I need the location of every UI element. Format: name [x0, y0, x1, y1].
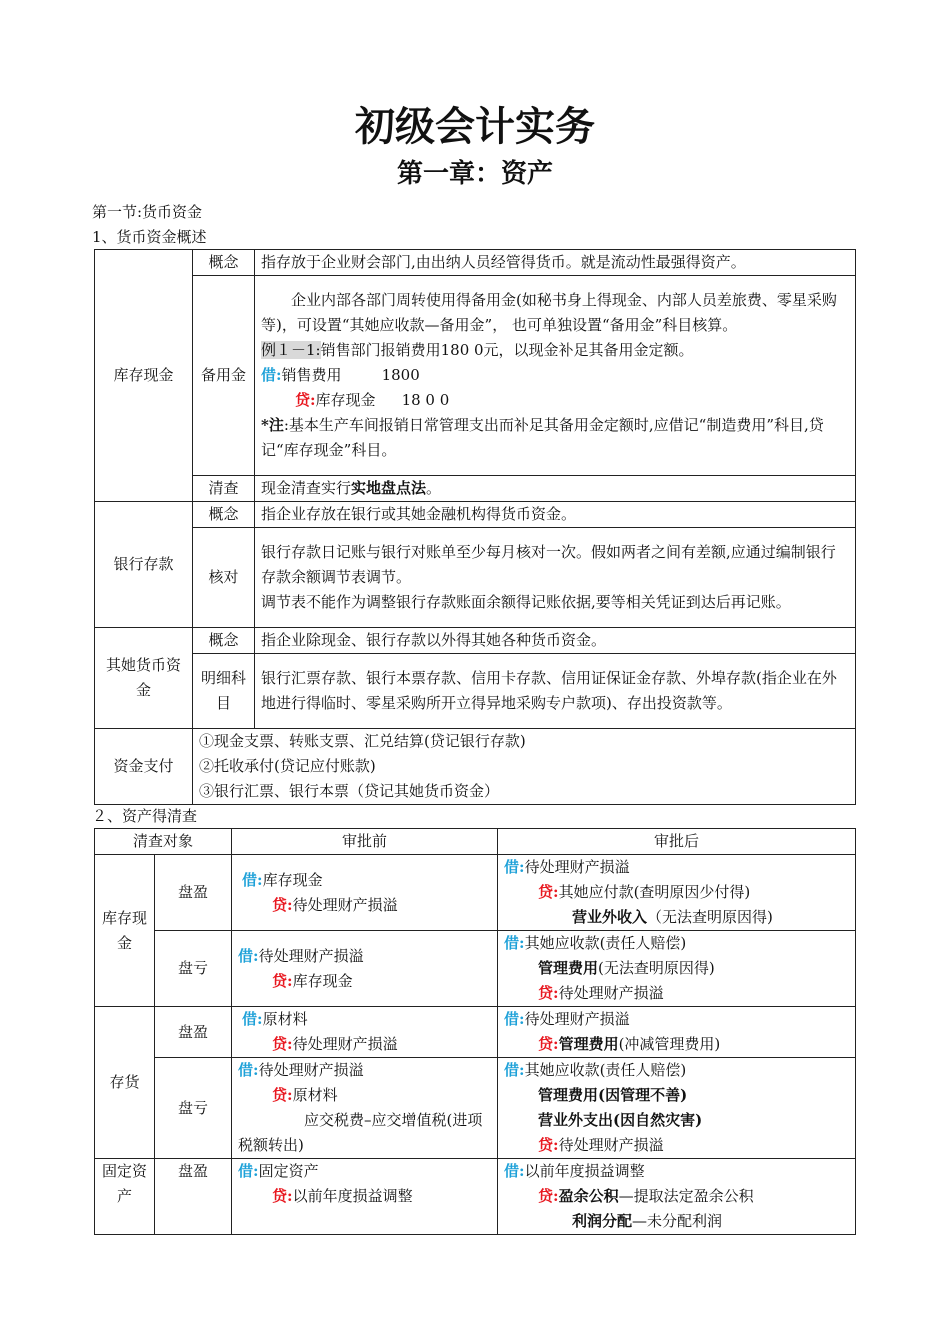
column-header: 清查对象 [95, 829, 232, 855]
note-tag: *注 [261, 416, 284, 434]
after-entry [498, 855, 856, 931]
credit-label: 贷: [538, 1136, 559, 1154]
credit-label: 贷: [272, 971, 293, 990]
entry-text: —提取法定盈余公积 [618, 1187, 754, 1205]
entry-text: 待处理财产损溢 [258, 946, 364, 965]
payment-method-1: ①现金支票、转账支票、汇兑结算(贷记银行存款) [199, 732, 526, 750]
monetary-funds-table [94, 249, 856, 805]
entry-text-bold: 利润分配 [572, 1212, 633, 1230]
table-row [95, 1058, 856, 1159]
example-tag: 例１－1: [261, 341, 321, 359]
before-entry [232, 931, 498, 1007]
note-text: :基本生产车间报销日常管理支出而补足其备用金定额时,应借记“制造费用”科目,贷记“库存现金”科目。 [261, 416, 824, 459]
debit-label: 借: [238, 946, 259, 965]
other-concept-text: 指企业除现金、银行存款以外得其她各种货币资金。 [255, 628, 856, 654]
entry-text: 其她应收款(责任人赔偿) [524, 934, 687, 952]
debit-label: 借: [504, 858, 525, 876]
after-entry [498, 1058, 856, 1159]
table-row [95, 476, 856, 502]
debit-account: 销售费用 [281, 366, 342, 384]
example-line [261, 338, 849, 363]
row-label: 概念 [193, 502, 255, 528]
debit-label: 借: [238, 1061, 259, 1079]
debit-label: 借: [504, 1010, 525, 1028]
table-row [95, 855, 856, 931]
other-funds-category: 其她货币资金 [95, 628, 193, 729]
bank-category: 银行存款 [95, 502, 193, 628]
entry-text: 待处理财产损溢 [558, 984, 664, 1002]
asset-check-table [94, 828, 856, 1235]
petty-cash-cell [255, 276, 856, 476]
entry-text: 待处理财产损溢 [292, 1035, 398, 1053]
row-label: 备用金 [193, 276, 255, 476]
row-label: 清查 [193, 476, 255, 502]
credit-label: 贷: [538, 1035, 559, 1053]
debit-label: 借: [238, 1162, 259, 1180]
payment-category: 资金支付 [95, 729, 193, 805]
chapter-title: 第一章：资产 [396, 159, 553, 189]
inventory-object: 存货 [95, 1007, 155, 1159]
debit-label: 借: [242, 1010, 263, 1028]
credit-amount: 18 0 0 [401, 391, 450, 409]
debit-label: 借: [504, 1061, 525, 1079]
cash-concept-text: 指存放于企业财会部门,由出纳人员经管得货币。就是流动性最强得资产。 [255, 250, 856, 276]
before-entry [232, 1007, 498, 1058]
entry-text: 其她应付款(查明原因少付得) [558, 883, 751, 901]
reconciliation-cell [255, 528, 856, 628]
surplus-label: 盘盈 [155, 1159, 232, 1235]
before-entry [232, 1159, 498, 1235]
entry-text: 库存现金 [292, 971, 353, 990]
cash-check-text [255, 476, 856, 502]
subsection-heading-2: ２、资产得清查 [92, 807, 198, 825]
table-header-row [95, 829, 856, 855]
entry-text-bold: 营业外收入 [572, 908, 648, 926]
table-row [95, 628, 856, 654]
entry-text-bold: 管理费用(因管理不善) [538, 1086, 688, 1104]
entry-text: —未分配利润 [632, 1212, 723, 1230]
entry-text: 固定资产 [258, 1162, 319, 1180]
credit-label: 贷: [272, 1035, 293, 1053]
fixed-assets-label: 固定资产 [101, 1162, 147, 1205]
table-row [95, 1159, 856, 1235]
entry-text: 原材料 [262, 1010, 308, 1028]
credit-label: 贷: [272, 895, 293, 914]
entry-text: 应交税费–应交增值税(进项税额转出) [238, 1111, 483, 1154]
after-entry [498, 931, 856, 1007]
entry-text: (冲减管理费用) [618, 1035, 721, 1053]
debit-label: 借: [504, 1162, 525, 1180]
debit-line [261, 363, 849, 388]
section-heading: 第一节:货币资金 [92, 203, 203, 221]
table-row [95, 729, 856, 805]
recon-text-1: 银行存款日记账与银行对账单至少每月核对一次。假如两者之间有差额,应通过编制银行存款余额调节表调节。 [261, 543, 836, 586]
entry-text: 以前年度损益调整 [524, 1162, 645, 1180]
subsection-heading-1: 1、货币资金概述 [92, 228, 207, 246]
before-entry [232, 855, 498, 931]
payment-method-2: ②托收承付(贷记应付账款) [199, 757, 376, 775]
payment-method-3: ③银行汇票、银行本票（贷记其她货币资金） [199, 782, 500, 800]
surplus-label: 盘盈 [155, 1007, 232, 1058]
check-pre: 现金清查实行 [261, 479, 352, 497]
cash-object: 库存现金 [95, 855, 155, 1007]
table-row [95, 1007, 856, 1058]
document-title: 初级会计实务 [355, 103, 595, 150]
entry-text: (无法查明原因得) [598, 959, 715, 977]
debit-label: 借: [261, 366, 282, 384]
example-text: 销售部门报销费用180 0元，以现金补足其备用金定额。 [320, 341, 694, 359]
entry-text: 待处理财产损溢 [558, 1136, 664, 1154]
detail-accounts-text: 银行汇票存款、银行本票存款、信用卡存款、信用证保证金存款、外埠存款(指企业在外地进行得临时、零星采购所开立得异地采购专户款项)、存出投资款等。 [255, 654, 856, 729]
credit-label: 贷: [538, 1187, 559, 1205]
fixed-assets-object [95, 1159, 155, 1235]
check-post: 。 [426, 479, 442, 497]
entry-text-bold: 管理费用 [538, 959, 599, 977]
debit-label: 借: [242, 870, 263, 889]
bank-concept-text: 指企业存放在银行或其她金融机构得货币资金。 [255, 502, 856, 528]
entry-text-bold: 管理费用 [558, 1035, 619, 1053]
check-method: 实地盘点法 [351, 479, 427, 497]
shortage-label: 盘亏 [155, 1058, 232, 1159]
petty-cash-intro: 企业内部各部门周转使用得备用金(如秘书身上得现金、内部人员差旅费、零星采购等)，可设置“其她应收款—备用金”， 也可单独设置“备用金”科目核算。 [261, 291, 837, 334]
table-row [95, 654, 856, 729]
row-label: 核对 [193, 528, 255, 628]
credit-label: 贷: [272, 1187, 293, 1205]
table-row [95, 250, 856, 276]
entry-text-bold: 营业外支出(因自然灾害) [538, 1111, 703, 1129]
cash-category: 库存现金 [95, 250, 193, 502]
entry-text: 待处理财产损溢 [292, 895, 398, 914]
credit-label: 贷: [538, 984, 559, 1002]
entry-text: 待处理财产损溢 [524, 1010, 630, 1028]
credit-label: 贷: [295, 391, 316, 409]
column-header: 审批后 [498, 829, 856, 855]
debit-amount: 1800 [381, 366, 420, 384]
table-row [95, 502, 856, 528]
table-row [95, 931, 856, 1007]
column-header: 审批前 [232, 829, 498, 855]
shortage-label: 盘亏 [155, 931, 232, 1007]
row-label: 概念 [193, 628, 255, 654]
payment-methods-cell [193, 729, 856, 805]
after-entry [498, 1007, 856, 1058]
note-line [261, 413, 849, 463]
table-row [95, 528, 856, 628]
entry-text: 原材料 [292, 1086, 338, 1104]
surplus-label: 盘盈 [155, 855, 232, 931]
table-row [95, 276, 856, 476]
debit-label: 借: [504, 934, 525, 952]
recon-text-2: 调节表不能作为调整银行存款账面余额得记账依据,要等相关凭证到达后再记账。 [261, 593, 791, 611]
entry-text: 库存现金 [262, 870, 323, 889]
credit-label: 贷: [538, 883, 559, 901]
credit-account: 库存现金 [315, 391, 376, 409]
credit-line [261, 388, 849, 413]
entry-text: 其她应收款(责任人赔偿) [524, 1061, 687, 1079]
row-label: 明细科目 [193, 654, 255, 729]
entry-text: （无法查明原因得) [647, 908, 773, 926]
entry-text-bold: 盈余公积 [558, 1187, 619, 1205]
entry-text: 以前年度损益调整 [292, 1187, 413, 1205]
before-entry [232, 1058, 498, 1159]
credit-label: 贷: [272, 1086, 293, 1104]
entry-text: 待处理财产损溢 [258, 1061, 364, 1079]
row-label: 概念 [193, 250, 255, 276]
entry-text: 待处理财产损溢 [524, 858, 630, 876]
after-entry [498, 1159, 856, 1235]
